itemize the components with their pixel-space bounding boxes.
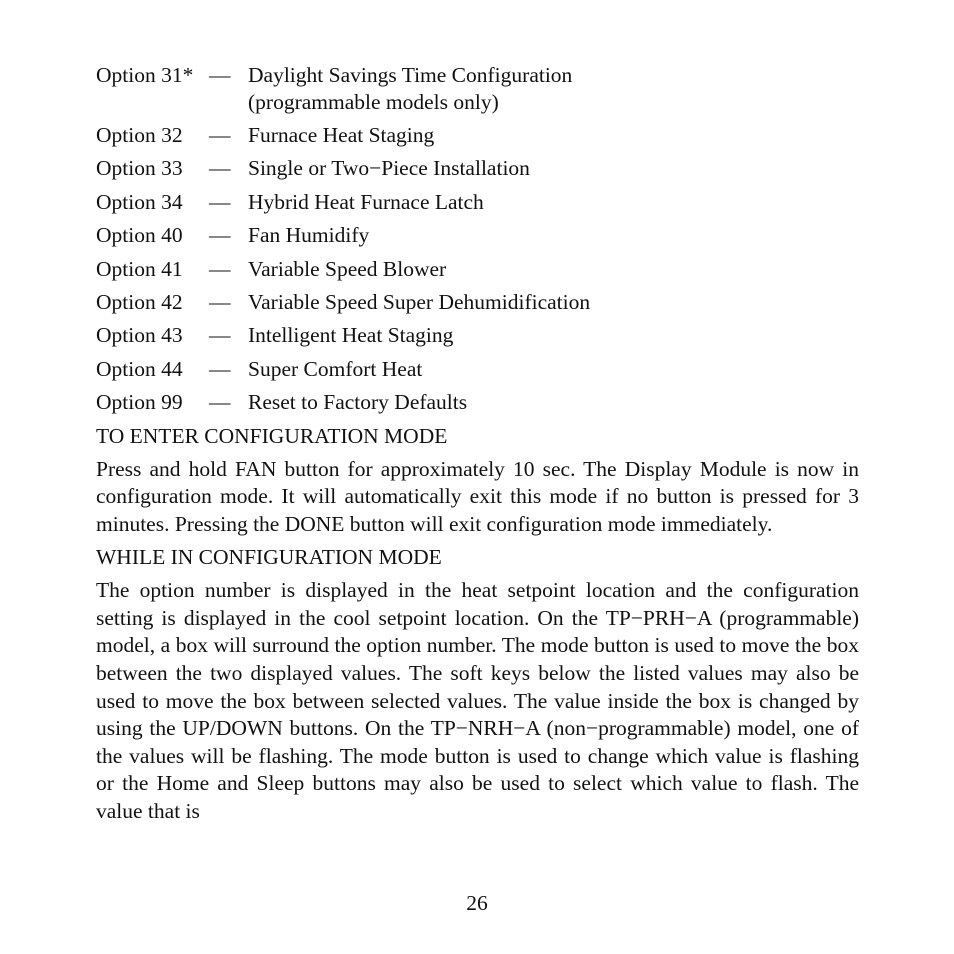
option-dash: — xyxy=(209,289,231,314)
option-number: Option 32 xyxy=(96,123,183,147)
option-dash: — xyxy=(209,123,231,147)
option-description: Single or Two−Piece Installation xyxy=(248,156,530,181)
option-number: Option 33 xyxy=(96,156,183,181)
option-row-41 xyxy=(96,256,859,283)
option-number: Option 31* xyxy=(96,63,194,87)
option-description: Reset to Factory Defaults xyxy=(248,390,468,415)
option-row-43 xyxy=(96,322,859,349)
option-description: Variable Speed Super Dehumidification xyxy=(248,289,591,314)
option-row-42 xyxy=(96,289,859,316)
section-body-enter-config: Press and hold FAN button for approximately 10 sec. The Display Module is now in configuration mode. It will automatically exit this mode if no button is pressed for 3 minutes. Pressing the DONE button will exit configuration mode immediately. xyxy=(96,456,859,536)
option-row-34 xyxy=(96,189,859,216)
option-dash: — xyxy=(209,223,231,248)
option-dash: — xyxy=(209,189,231,214)
option-description: Fan Humidify xyxy=(248,223,370,248)
section-heading-while-in-config: WHILE IN CONFIGURATION MODE xyxy=(96,545,442,570)
option-row-31 xyxy=(96,62,859,116)
option-number: Option 40 xyxy=(96,223,183,248)
option-description-line: Daylight Savings Time Configuration xyxy=(248,63,573,87)
option-description: Super Comfort Heat xyxy=(248,356,423,381)
option-description: Hybrid Heat Furnace Latch xyxy=(248,189,484,214)
option-row-99 xyxy=(96,389,859,416)
option-description xyxy=(248,62,859,116)
document-page xyxy=(96,62,859,832)
option-row-40 xyxy=(96,222,859,249)
option-row-32 xyxy=(96,122,859,149)
option-dash: — xyxy=(209,156,231,181)
option-number: Option 44 xyxy=(96,356,183,381)
section-body-while-in-config: The option number is displayed in the heat setpoint location and the configuration setting is displayed in the cool setpoint location. On the TP−PRH−A (programmable) model, a box will surround the option number. The mode button is used to move the box between the two displayed values. The soft keys below the listed values may also be used to move the box between selected values. The value inside the box is changed by using the UP/DOWN buttons. On the TP−NRH−A (non−programmable) model, one of the values will be flashing. The mode button is used to change which value is flashing or the Home and Sleep buttons may also be used to select which value to flash. The value that is xyxy=(96,578,859,824)
option-description: Intelligent Heat Staging xyxy=(248,323,454,348)
option-dash: — xyxy=(209,256,231,281)
option-description: Furnace Heat Staging xyxy=(248,123,435,147)
option-number: Option 99 xyxy=(96,390,183,415)
option-dash: — xyxy=(209,323,231,348)
option-number: Option 43 xyxy=(96,323,183,348)
options-list xyxy=(96,62,859,416)
option-number: Option 41 xyxy=(96,256,183,281)
option-description-line: (programmable models only) xyxy=(248,90,499,114)
section-heading-enter-config: TO ENTER CONFIGURATION MODE xyxy=(96,423,448,448)
option-number: Option 34 xyxy=(96,189,183,214)
option-number: Option 42 xyxy=(96,289,183,314)
option-dash: — xyxy=(209,390,231,415)
option-row-33 xyxy=(96,155,859,182)
option-description: Variable Speed Blower xyxy=(248,256,447,281)
page-number: 26 xyxy=(466,891,488,915)
option-row-44 xyxy=(96,356,859,383)
option-dash: — xyxy=(209,356,231,381)
option-dash: — xyxy=(209,63,231,87)
